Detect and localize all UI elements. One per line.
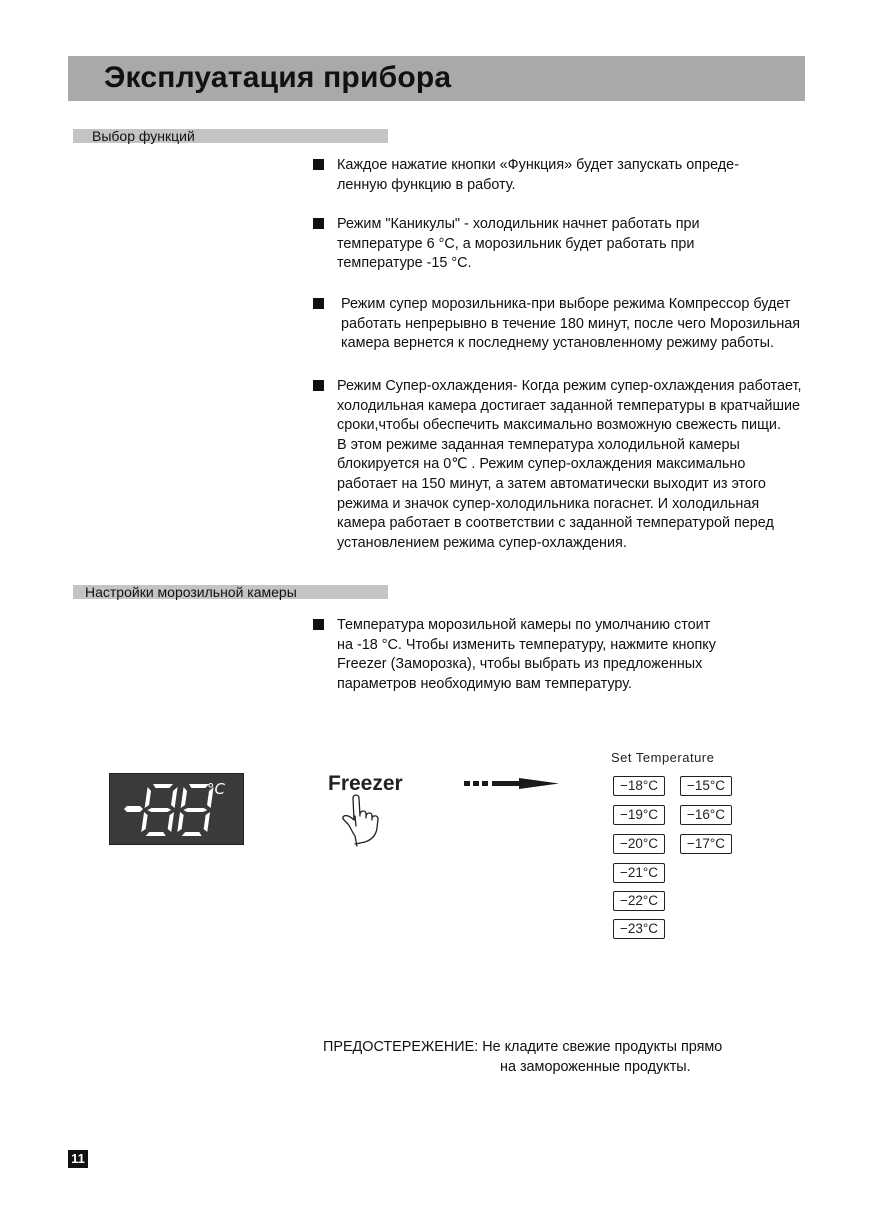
bullet-item-vacation-mode bbox=[313, 215, 700, 274]
temp-option-minus-20[interactable]: −20°C bbox=[613, 834, 665, 854]
temp-option-minus-23[interactable]: −23°C bbox=[613, 919, 665, 939]
bullet-item-super-freeze bbox=[313, 295, 800, 354]
page-title-bar bbox=[68, 56, 805, 101]
bullet-item-function-button bbox=[313, 156, 739, 195]
section-heading-functions: Выбор функций bbox=[73, 129, 388, 143]
bullet-square-icon bbox=[313, 619, 324, 630]
warning-line-2: на замороженные продукты. bbox=[500, 1059, 691, 1075]
warning-label: ПРЕДОСТЕРЕЖЕНИЕ: bbox=[323, 1039, 479, 1055]
warning-note bbox=[323, 1037, 722, 1077]
temp-option-minus-19[interactable]: −19°C bbox=[613, 805, 665, 825]
flow-arrow-icon bbox=[464, 776, 560, 792]
bullet-text: Режим супер морозильника-при выборе режима Компрессор будет работать непрерывно в течение 180 минут, после чего Морозильная камера вернется к последнему установленному режиму работы. bbox=[341, 296, 801, 352]
temp-option-minus-15[interactable]: −15°C bbox=[680, 776, 732, 796]
bullet-text: Температура морозильной камеры по умолчанию стоит на -18 °C. Чтобы изменить температуру, нажмите кнопку Freezer (Заморозка), чтобы выбрать из предложенных параметров необходимую вам температуру. bbox=[337, 617, 716, 692]
bullet-text: Каждое нажатие кнопки «Функция» будет запускать опреде- ленную функцию в работу. bbox=[337, 157, 739, 193]
freezer-display-panel bbox=[109, 773, 244, 845]
temp-option-minus-17[interactable]: −17°C bbox=[680, 834, 732, 854]
display-unit-label: °C bbox=[207, 780, 225, 798]
temp-option-minus-18[interactable]: −18°C bbox=[613, 776, 665, 796]
bullet-text: Режим Супер-охлаждения- Когда режим супер-охлаждения работает, холодильная камера достигает заданной температуры в кратчайшие сроки,чтобы обеспечить максимально возможную свежесть пищи. В этом режиме заданная температура холодильной камеры блокируется на 0℃ . Режим супер-охлаждения максимально работает на 150 минут, а затем автоматически выходит из этого режима и значок супер-холодильника погаснет. И холодильная камера работает в соответствии с заданной температурой перед установлением режима супер-охлаждения. bbox=[337, 378, 802, 551]
page-number: 11 bbox=[68, 1150, 88, 1168]
temp-option-minus-22[interactable]: −22°C bbox=[613, 891, 665, 911]
freezer-button[interactable] bbox=[325, 772, 420, 852]
bullet-text: Режим "Каникулы" - холодильник начнет работать при температуре 6 °C, а морозильник будет работать при температуре -15 °C. bbox=[337, 216, 700, 272]
bullet-item-freezer-default bbox=[313, 616, 716, 694]
temp-option-minus-21[interactable]: −21°C bbox=[613, 863, 665, 883]
bullet-item-super-cool bbox=[313, 377, 801, 553]
bullet-square-icon bbox=[313, 298, 324, 309]
page-title: Эксплуатация прибора bbox=[104, 61, 452, 94]
pointing-hand-icon bbox=[333, 792, 393, 848]
bullet-square-icon bbox=[313, 159, 324, 170]
section-heading-freezer: Настройки морозильной камеры bbox=[73, 585, 388, 599]
freezer-button-label: Freezer bbox=[328, 772, 403, 795]
bullet-square-icon bbox=[313, 218, 324, 229]
set-temperature-title: Set Temperature bbox=[611, 750, 715, 765]
temp-option-minus-16[interactable]: −16°C bbox=[680, 805, 732, 825]
bullet-square-icon bbox=[313, 380, 324, 391]
warning-line-1: Не кладите свежие продукты прямо bbox=[482, 1039, 723, 1055]
